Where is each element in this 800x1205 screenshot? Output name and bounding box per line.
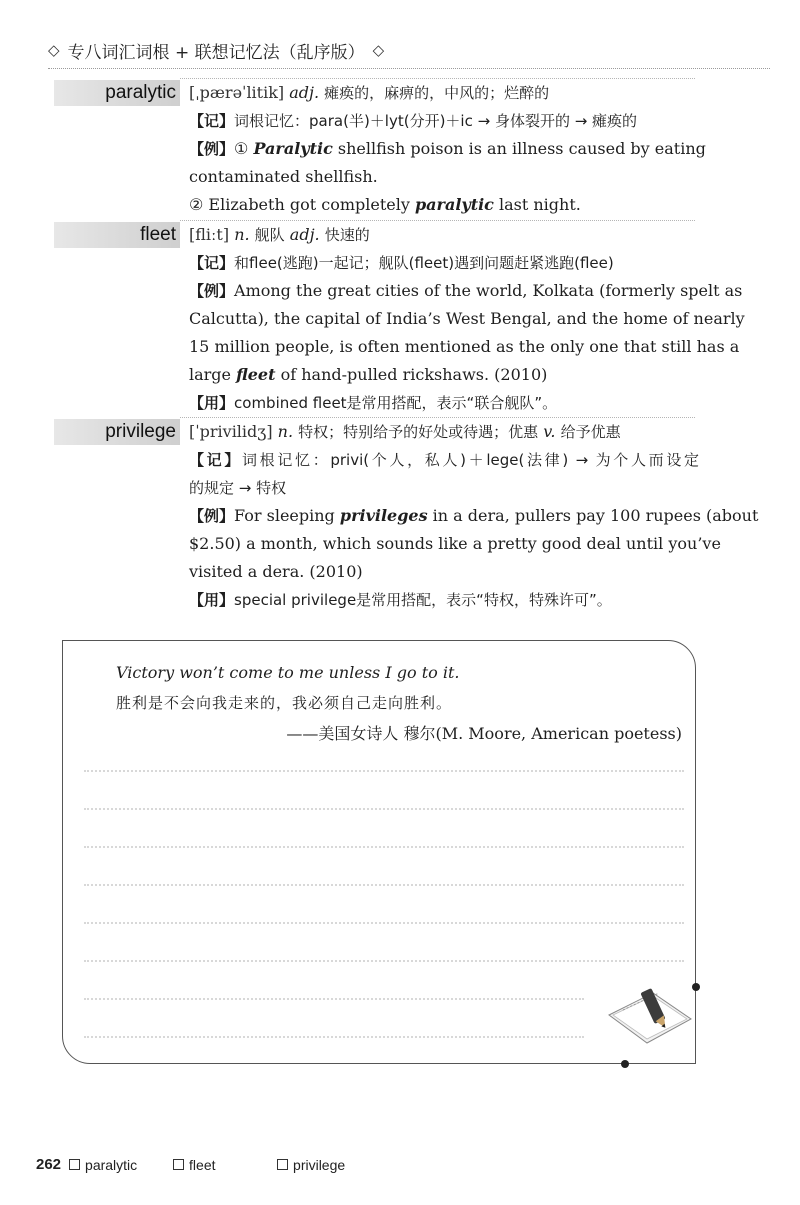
header-divider — [48, 68, 770, 69]
entry-definition: [fliːt] n. 舰队 adj. 快速的 — [189, 225, 370, 244]
writing-line — [84, 998, 584, 1000]
header-title: 专八词汇词根 + 联想记忆法（乱序版） — [67, 42, 365, 63]
example-sentence: 【例】For sleeping privileges in a dera, pullers pay 100 rupees (about — [189, 506, 759, 525]
usage-note: 【用】combined fleet是常用搭配，表示“联合舰队”。 — [189, 394, 558, 412]
writing-line — [84, 884, 684, 886]
entry-definition: [ˌpærəˈlitik] adj. 瘫痪的，麻痹的，中风的；烂醉的 — [189, 83, 550, 102]
checkbox-icon — [69, 1159, 80, 1170]
example-sentence-2: ② Elizabeth got completely paralytic last night. — [189, 195, 581, 214]
writing-line — [84, 922, 684, 924]
quote-author: ——美国女诗人 穆尔(M. Moore, American poetess) — [286, 724, 682, 743]
page-header — [48, 36, 384, 64]
example-sentence-cont: Calcutta), the capital of India’s West Bengal, and the home of nearly — [189, 309, 745, 328]
entry-definition: [ˈprivilidʒ] n. 特权；特别给予的好处或待遇；优惠 v. 给予优惠 — [189, 422, 621, 441]
writing-line — [84, 846, 684, 848]
notepad-pencil-icon — [603, 985, 695, 1047]
memory-note: 【记】词根记忆：para(半)＋lyt(分开)＋ic → 身体裂开的 → 瘫痪的 — [189, 112, 638, 130]
memory-note: 【记】和flee(逃跑)一起记；舰队(fleet)遇到问题赶紧逃跑(flee) — [189, 254, 614, 272]
quote-chinese: 胜利是不会向我走来的，我必须自己走向胜利。 — [116, 694, 453, 712]
example-sentence-cont: visited a dera. (2010) — [189, 562, 363, 581]
headword-privilege: privilege — [54, 419, 180, 445]
headword-fleet: fleet — [54, 222, 180, 248]
memory-note-cont: 的规定 → 特权 — [189, 479, 287, 497]
example-sentence-cont: large fleet of hand-pulled rickshaws. (2010) — [189, 365, 548, 384]
example-sentence: 【例】Among the great cities of the world, Kolkata (formerly spelt as — [189, 281, 743, 300]
diamond-icon: ◇ — [48, 41, 60, 59]
diamond-icon: ◇ — [372, 41, 385, 59]
writing-line — [84, 1036, 584, 1038]
footer-word: privilege — [277, 1157, 345, 1173]
page-number: 262 — [36, 1156, 62, 1173]
example-sentence-cont: $2.50) a month, which sounds like a pretty good deal until you’ve — [189, 534, 721, 553]
footer-word: fleet — [173, 1157, 277, 1173]
writing-line — [84, 770, 684, 772]
headword-paralytic: paralytic — [54, 80, 180, 106]
example-sentence: 【例】① Paralytic shellfish poison is an illness caused by eating — [189, 139, 706, 158]
quote-english: Victory won’t come to me unless I go to it. — [116, 663, 460, 682]
memory-note: 【记】词根记忆：privi(个人，私人)＋lege(法律) → 为个人而设定 — [189, 451, 699, 469]
checkbox-icon — [277, 1159, 288, 1170]
writing-line — [84, 808, 684, 810]
example-sentence-cont: 15 million people, is often mentioned as the only one that still has a — [189, 337, 740, 356]
usage-note: 【用】special privilege是常用搭配，表示“特权，特殊许可”。 — [189, 591, 612, 609]
example-sentence-cont: contaminated shellfish. — [189, 167, 378, 186]
corner-dot — [621, 1060, 629, 1068]
footer-word: paralytic — [69, 1157, 173, 1173]
page-footer — [36, 1156, 345, 1173]
checkbox-icon — [173, 1159, 184, 1170]
writing-line — [84, 960, 684, 962]
